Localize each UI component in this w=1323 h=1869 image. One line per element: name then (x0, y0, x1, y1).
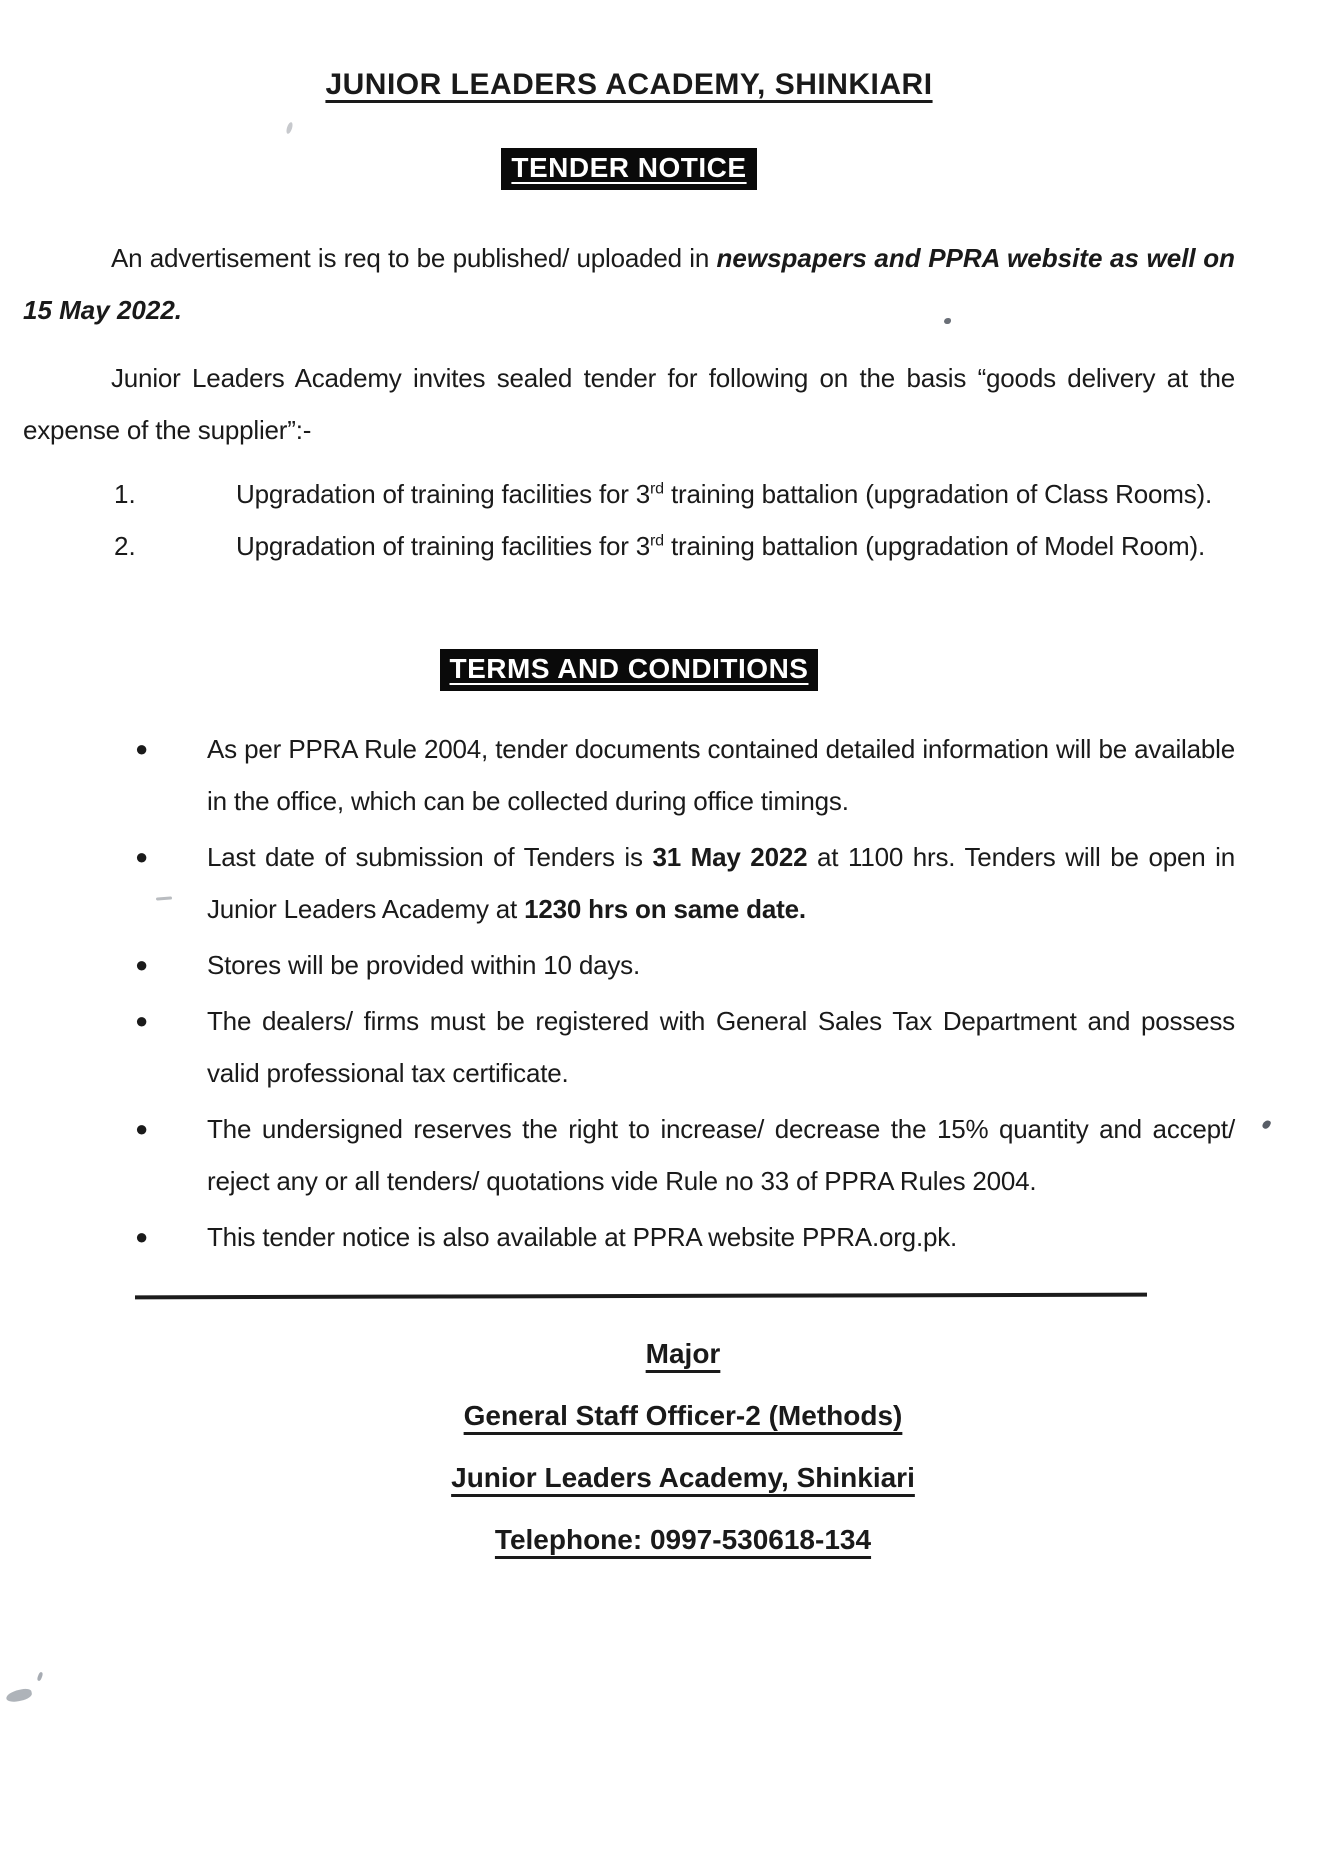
terms-heading-row (23, 649, 1235, 691)
intro-paragraph-emphasis: newspapers and PPRA website as well on 15 May 2022. (23, 243, 1235, 325)
tender-item-text: Upgradation of training facilities for 3rd training battalion (upgradation of Model Room). (236, 531, 1205, 561)
signature-telephone-text: Telephone: 0997-530618-134 (494, 1524, 872, 1555)
bullet-icon: ● (135, 952, 149, 977)
tender-item (23, 520, 1235, 572)
terms-item (23, 831, 1235, 935)
terms-item (23, 995, 1235, 1099)
terms-item-text: As per PPRA Rule 2004, tender documents contained detailed information will be available in the office, which can be collected during office timings. (207, 734, 1235, 816)
signature-block (131, 1338, 1235, 1556)
bullet-icon: ● (135, 1224, 149, 1249)
signature-rank (131, 1338, 1235, 1370)
tender-item-number: 2. (114, 531, 136, 561)
signature-unit-text: Junior Leaders Academy, Shinkiari (451, 1462, 915, 1493)
terms-heading: TERMS AND CONDITIONS (440, 649, 819, 691)
terms-item-text: This tender notice is also available at PPRA website PPRA.org.pk. (207, 1222, 958, 1252)
terms-item (23, 723, 1235, 827)
intro-paragraph-normal: An advertisement is req to be published/ uploaded in (111, 243, 717, 273)
invitation-paragraph: Junior Leaders Academy invites sealed tender for following on the basis “goods delivery at the expense of the supplier”:- (23, 363, 1235, 445)
bullet-icon: ● (135, 736, 149, 761)
document-title (23, 68, 1235, 102)
scan-artifact-smudge (5, 1687, 33, 1703)
ordinal-superscript: rd (650, 479, 664, 498)
tender-items-list (23, 468, 1235, 572)
ordinal-superscript: rd (650, 531, 664, 550)
terms-item (23, 939, 1235, 991)
bullet-icon: ● (135, 844, 149, 869)
signature-unit (131, 1462, 1235, 1494)
signature-appointment-text: General Staff Officer-2 (Methods) (463, 1400, 903, 1431)
terms-item-text: The dealers/ firms must be registered with General Sales Tax Department and possess valid professional tax certificate. (207, 1006, 1235, 1088)
terms-item (23, 1103, 1235, 1207)
document-title-text: JUNIOR LEADERS ACADEMY, SHINKIARI (325, 68, 933, 101)
signature-telephone (131, 1524, 1235, 1556)
signature-rank-text: Major (645, 1338, 721, 1369)
terms-item (23, 1211, 1235, 1263)
scan-artifact-smudge-tick (37, 1672, 44, 1682)
tender-notice-heading-row (23, 148, 1235, 190)
terms-item-text: The undersigned reserves the right to increase/ decrease the 15% quantity and accept/ reject any or all tenders/ quotations vide Rule no 33 of PPRA Rules 2004. (207, 1114, 1235, 1196)
terms-item-text: Last date of submission of Tenders is 31 May 2022 at 1100 hrs. Tenders will be open in Junior Leaders Academy at 1230 hrs on same date. (207, 842, 1235, 924)
bullet-icon: ● (135, 1116, 149, 1141)
tender-notice-heading: TENDER NOTICE (501, 148, 756, 190)
terms-item-text: Stores will be provided within 10 days. (207, 950, 640, 980)
signature-appointment (131, 1400, 1235, 1432)
bullet-icon: ● (135, 1008, 149, 1033)
terms-list (23, 723, 1235, 1263)
tender-item (23, 468, 1235, 520)
tender-item-number: 1. (114, 479, 136, 509)
signature-divider (135, 1293, 1147, 1300)
tender-item-text: Upgradation of training facilities for 3rd training battalion (upgradation of Class Rooms). (236, 479, 1212, 509)
intro-paragraph (23, 232, 1235, 336)
